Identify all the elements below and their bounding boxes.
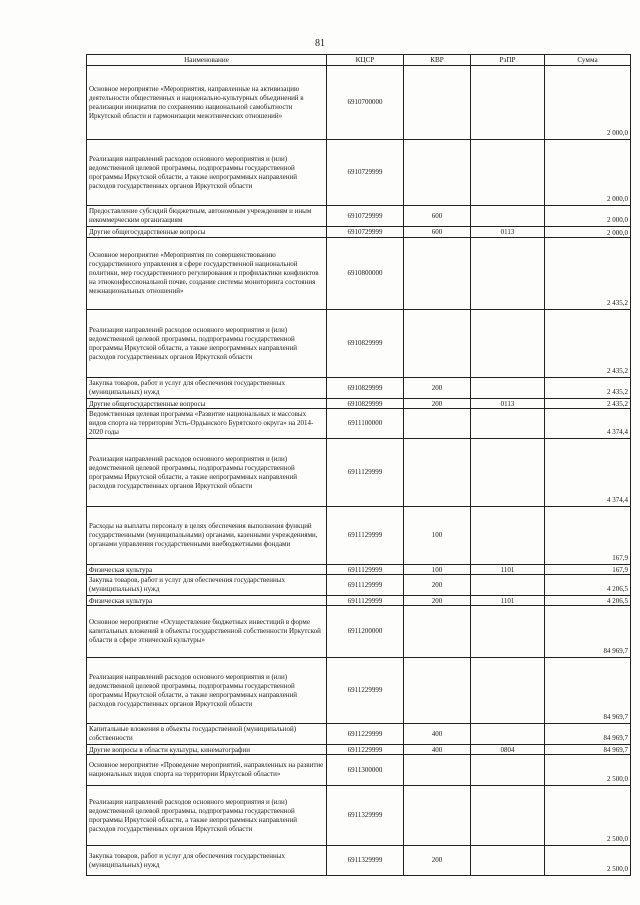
- cell-rzpr: [471, 409, 545, 439]
- cell-name: Предоставление субсидий бюджетным, автономным учреждениям и иным некоммерческим организациям: [87, 206, 327, 227]
- cell-kvr: [404, 606, 471, 658]
- table-row: [87, 310, 631, 378]
- cell-kcsr: 6911229999: [327, 724, 404, 745]
- cell-rzpr: [471, 206, 545, 227]
- cell-rzpr: [471, 786, 545, 846]
- cell-kcsr: 6910829999: [327, 399, 404, 409]
- table-row: [87, 238, 631, 310]
- cell-name: Реализация направлений расходов основного мероприятия и (или) ведомственной целевой программы, подпрограммы государственной программы Иркутской области, а также непрограммных направлений расходов государственных органов Иркутской области: [87, 658, 327, 724]
- cell-sum: 84 969,7: [545, 745, 631, 755]
- cell-name: Основное мероприятие «Мероприятия, направленные на активизацию деятельности общественных и национально-культурных объединений в реализации инициатив по сохранению национальной самобытности Иркутской области и гармонизации межэтнических отношений»: [87, 66, 327, 140]
- header-name: Наименование: [87, 55, 327, 66]
- cell-rzpr: [471, 238, 545, 310]
- cell-name: Реализация направлений расходов основного мероприятия и (или) ведомственной целевой программы, подпрограммы государственной программы Иркутской области, а также непрограммных направлений расходов государственных органов Иркутской области: [87, 310, 327, 378]
- cell-kvr: 600: [404, 227, 471, 238]
- cell-kcsr: 6911129999: [327, 565, 404, 575]
- header-rzpr: РзПР: [471, 55, 545, 66]
- cell-kvr: [404, 409, 471, 439]
- cell-sum: 2 500,0: [545, 786, 631, 846]
- table-row: [87, 227, 631, 238]
- cell-name: Закупка товаров, работ и услуг для обеспечения государственных (муниципальных) нужд: [87, 846, 327, 876]
- cell-rzpr: [471, 755, 545, 786]
- cell-sum: 84 969,7: [545, 658, 631, 724]
- header-kvr: КВР: [404, 55, 471, 66]
- cell-kvr: [404, 310, 471, 378]
- table-row: [87, 399, 631, 409]
- cell-kcsr: 6911329999: [327, 786, 404, 846]
- cell-rzpr: 0113: [471, 399, 545, 409]
- cell-name: Реализация направлений расходов основного мероприятия и (или) ведомственной целевой программы, подпрограммы государственной программы Иркутской области, а также непрограммных направлений расходов государственных органов Иркутской области: [87, 439, 327, 507]
- cell-rzpr: [471, 66, 545, 140]
- cell-kvr: [404, 66, 471, 140]
- cell-sum: 2 435,2: [545, 378, 631, 399]
- cell-kcsr: 6911129999: [327, 439, 404, 507]
- table-row: [87, 786, 631, 846]
- cell-kcsr: 6910829999: [327, 378, 404, 399]
- cell-kvr: 200: [404, 378, 471, 399]
- header-kcsr: КЦСР: [327, 55, 404, 66]
- cell-sum: 4 206,5: [545, 596, 631, 606]
- cell-rzpr: [471, 658, 545, 724]
- table-row: [87, 409, 631, 439]
- table-row: [87, 724, 631, 745]
- cell-kvr: 200: [404, 596, 471, 606]
- cell-rzpr: [471, 606, 545, 658]
- cell-kcsr: 6910829999: [327, 310, 404, 378]
- table-row: [87, 66, 631, 140]
- cell-kcsr: 6911229999: [327, 658, 404, 724]
- table-row: [87, 755, 631, 786]
- cell-rzpr: [471, 439, 545, 507]
- cell-sum: 2 500,0: [545, 755, 631, 786]
- cell-kvr: 200: [404, 575, 471, 596]
- cell-kcsr: 6911129999: [327, 596, 404, 606]
- cell-sum: 2 435,2: [545, 399, 631, 409]
- cell-sum: 84 969,7: [545, 724, 631, 745]
- cell-kcsr: 6910800000: [327, 238, 404, 310]
- cell-kvr: 400: [404, 724, 471, 745]
- table-row: [87, 565, 631, 575]
- cell-kvr: 200: [404, 846, 471, 876]
- cell-sum: 4 374,4: [545, 439, 631, 507]
- cell-rzpr: 0113: [471, 227, 545, 238]
- table-row: [87, 439, 631, 507]
- cell-name: Капитальные вложения в объекты государственной (муниципальной) собственности: [87, 724, 327, 745]
- cell-kvr: [404, 786, 471, 846]
- cell-sum: 2 000,0: [545, 206, 631, 227]
- cell-rzpr: [471, 140, 545, 206]
- cell-kcsr: 6911129999: [327, 507, 404, 565]
- cell-kvr: [404, 755, 471, 786]
- cell-name: Расходы на выплаты персоналу в целях обеспечения выполнения функций государственными (муниципальными) органами, казенными учреждениями, органами управления государственными внебюджетными фондами: [87, 507, 327, 565]
- cell-name: Закупка товаров, работ и услуг для обеспечения государственных (муниципальных) нужд: [87, 575, 327, 596]
- table-row: [87, 606, 631, 658]
- cell-rzpr: [471, 310, 545, 378]
- cell-sum: 167,9: [545, 565, 631, 575]
- cell-name: Другие вопросы в области культуры, кинематографии: [87, 745, 327, 755]
- cell-kvr: 100: [404, 507, 471, 565]
- cell-kcsr: 6910700000: [327, 66, 404, 140]
- table-header-row: [87, 55, 631, 66]
- cell-kcsr: 6910729999: [327, 227, 404, 238]
- cell-kvr: [404, 439, 471, 507]
- cell-kvr: 400: [404, 745, 471, 755]
- cell-rzpr: [471, 724, 545, 745]
- table-body: [87, 66, 631, 876]
- cell-name: Физическая культура: [87, 596, 327, 606]
- table-row: [87, 596, 631, 606]
- cell-rzpr: 0804: [471, 745, 545, 755]
- cell-name: Основное мероприятие «Мероприятия по совершенствованию государственного управления в сфере государственной национальной политики, мер государственного регулирования и профилактики конфликтов на этноконфессиональной почве, создание системы мониторинга состояния межнациональных отношений»: [87, 238, 327, 310]
- cell-sum: 4 374,4: [545, 409, 631, 439]
- cell-name: Реализация направлений расходов основного мероприятия и (или) ведомственной целевой программы, подпрограммы государственной программы Иркутской области, а также непрограммных направлений расходов государственных органов Иркутской области: [87, 140, 327, 206]
- table-row: [87, 846, 631, 876]
- header-sum: Сумма: [545, 55, 631, 66]
- table-row: [87, 206, 631, 227]
- cell-name: Другие общегосударственные вопросы: [87, 399, 327, 409]
- cell-kcsr: 6911300000: [327, 755, 404, 786]
- cell-kcsr: 6910729999: [327, 206, 404, 227]
- table-row: [87, 378, 631, 399]
- cell-sum: 2 000,0: [545, 140, 631, 206]
- cell-kcsr: 6911129999: [327, 575, 404, 596]
- cell-name: Основное мероприятие «Проведение мероприятий, направленных на развитие национальных видов спорта на территории Иркутской области»: [87, 755, 327, 786]
- table-row: [87, 507, 631, 565]
- cell-kvr: 200: [404, 399, 471, 409]
- table-row: [87, 658, 631, 724]
- cell-sum: 2 000,0: [545, 227, 631, 238]
- cell-kcsr: 6911329999: [327, 846, 404, 876]
- table-row: [87, 140, 631, 206]
- cell-kcsr: 6911200000: [327, 606, 404, 658]
- cell-name: Физическая культура: [87, 565, 327, 575]
- cell-kcsr: 6911100000: [327, 409, 404, 439]
- cell-sum: 2 435,2: [545, 238, 631, 310]
- page-number: 81: [315, 38, 325, 49]
- cell-name: Ведомственная целевая программа «Развитие национальных и массовых видов спорта на территории Усть-Ордынского Бурятского округа» на 2014-2020 годы: [87, 409, 327, 439]
- cell-name: Основное мероприятие «Осуществление бюджетных инвестиций в форме капитальных вложений в объекты государственной собственности Иркутской области в сфере этнической культуры»: [87, 606, 327, 658]
- table-row: [87, 745, 631, 755]
- cell-kvr: [404, 238, 471, 310]
- cell-name: Другие общегосударственные вопросы: [87, 227, 327, 238]
- cell-name: Реализация направлений расходов основного мероприятия и (или) ведомственной целевой программы, подпрограммы государственной программы Иркутской области, а также непрограммных направлений расходов государственных органов Иркутской области: [87, 786, 327, 846]
- cell-kvr: 100: [404, 565, 471, 575]
- cell-sum: 2 000,0: [545, 66, 631, 140]
- cell-sum: 84 969,7: [545, 606, 631, 658]
- cell-sum: 4 206,5: [545, 575, 631, 596]
- cell-rzpr: 1101: [471, 596, 545, 606]
- cell-name: Закупка товаров, работ и услуг для обеспечения государственных (муниципальных) нужд: [87, 378, 327, 399]
- cell-kvr: [404, 140, 471, 206]
- cell-kvr: [404, 658, 471, 724]
- cell-sum: 167,9: [545, 507, 631, 565]
- cell-sum: 2 500,0: [545, 846, 631, 876]
- cell-kcsr: 6910729999: [327, 140, 404, 206]
- budget-table: [86, 54, 631, 876]
- cell-kcsr: 6911229999: [327, 745, 404, 755]
- table-row: [87, 575, 631, 596]
- cell-rzpr: [471, 378, 545, 399]
- cell-kvr: 600: [404, 206, 471, 227]
- cell-rzpr: [471, 575, 545, 596]
- cell-rzpr: 1101: [471, 565, 545, 575]
- cell-rzpr: [471, 846, 545, 876]
- cell-rzpr: [471, 507, 545, 565]
- cell-sum: 2 435,2: [545, 310, 631, 378]
